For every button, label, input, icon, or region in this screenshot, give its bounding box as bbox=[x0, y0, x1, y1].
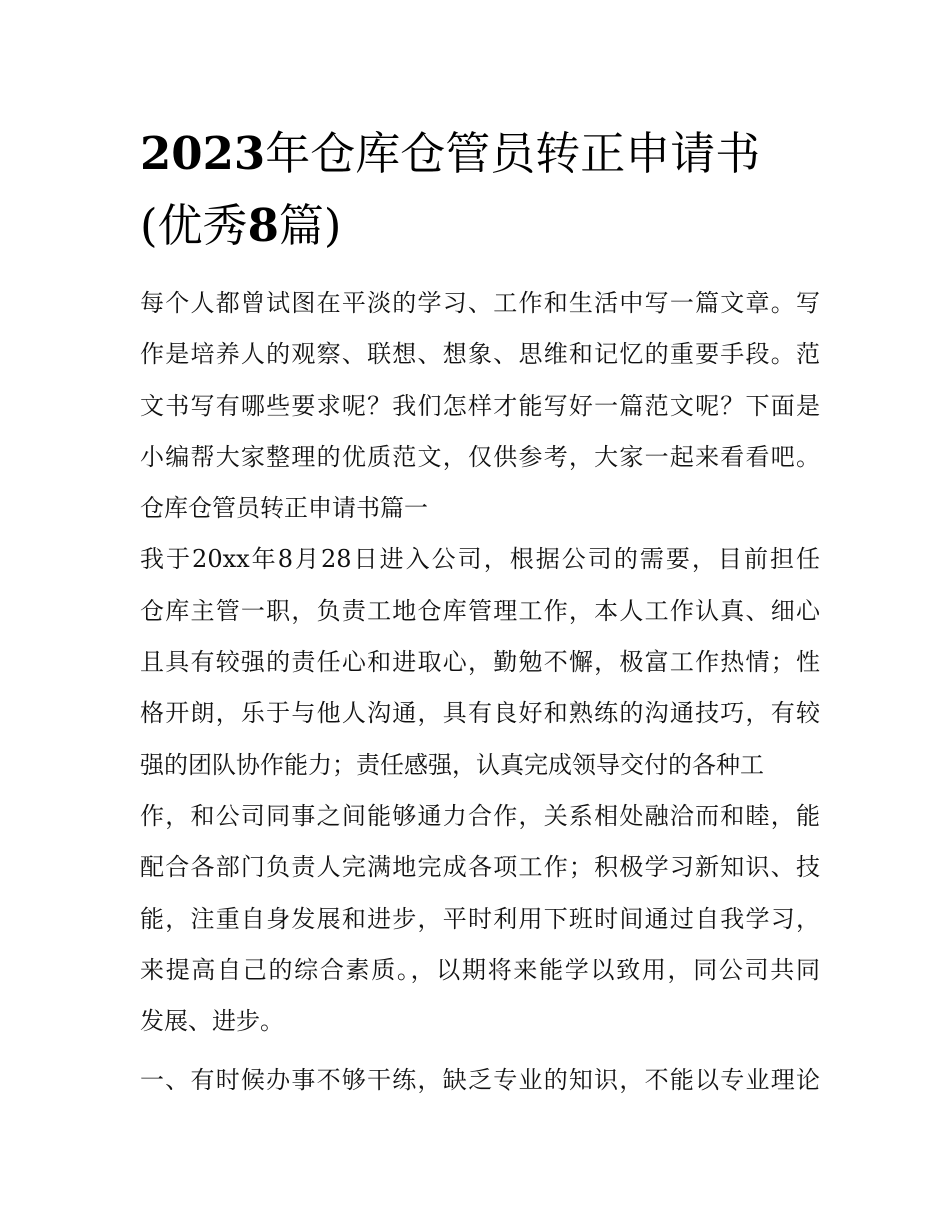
title-paren-close: 篇) bbox=[278, 199, 342, 252]
text-line: 小编帮大家整理的优质范文，仅供参考，大家一起来看看吧。 bbox=[140, 442, 820, 471]
text-line: 一、有时候办事不够干练，缺乏专业的知识，不能以专业理论 bbox=[140, 1066, 820, 1095]
document-title bbox=[140, 118, 820, 262]
text-line: 仓库仓管员转正申请书篇一 bbox=[140, 494, 428, 523]
text-line: 文书写有哪些要求呢？我们怎样才能写好一篇范文呢？下面是 bbox=[140, 391, 820, 420]
text-line: 格开朗，乐于与他人沟通，具有良好和熟练的沟通技巧，有较 bbox=[140, 699, 820, 728]
text-line: 能，注重自身发展和进步，平时利用下班时间通过自我学习， bbox=[140, 904, 820, 933]
title-year: 2023 bbox=[140, 127, 266, 180]
text-line: 作是培养人的观察、联想、想象、思维和记忆的重要手段。范 bbox=[140, 340, 820, 369]
title-count: 8 bbox=[247, 199, 279, 252]
text-line: 配合各部门负责人完满地完成各项工作；积极学习新知识、技 bbox=[140, 853, 820, 882]
intro-paragraph bbox=[140, 278, 820, 483]
text-line: 来提高自己的综合素质。，以期将来能学以致用，同公司共同 bbox=[140, 955, 820, 984]
text-line: 强的团队协作能力；责任感强，认真完成领导交付的各种工 bbox=[140, 750, 764, 779]
text-line: 我于20xx年8月28日进入公司，根据公司的需要，目前担任 bbox=[140, 545, 820, 574]
section-heading bbox=[140, 483, 820, 534]
text-line: 每个人都曾试图在平淡的学习、工作和生活中写一篇文章。写 bbox=[140, 289, 820, 317]
paragraph-gap bbox=[140, 1047, 820, 1055]
text-line: 仓库主管一职，负责工地仓库管理工作，本人工作认真、细心 bbox=[140, 596, 820, 625]
text-line: 作，和公司同事之间能够通力合作，关系相处融洽而和睦，能 bbox=[140, 801, 820, 830]
list-item-paragraph bbox=[140, 1055, 820, 1106]
body-paragraph bbox=[140, 534, 820, 1047]
text-line: 且具有较强的责任心和进取心，勤勉不懈，极富工作热情；性 bbox=[140, 648, 820, 677]
title-paren-open: (优秀 bbox=[140, 199, 248, 252]
text-line: 发展、进步。 bbox=[140, 1007, 284, 1036]
document-body bbox=[140, 278, 820, 1107]
title-main: 年仓库仓管员转正申请书 bbox=[265, 127, 761, 180]
